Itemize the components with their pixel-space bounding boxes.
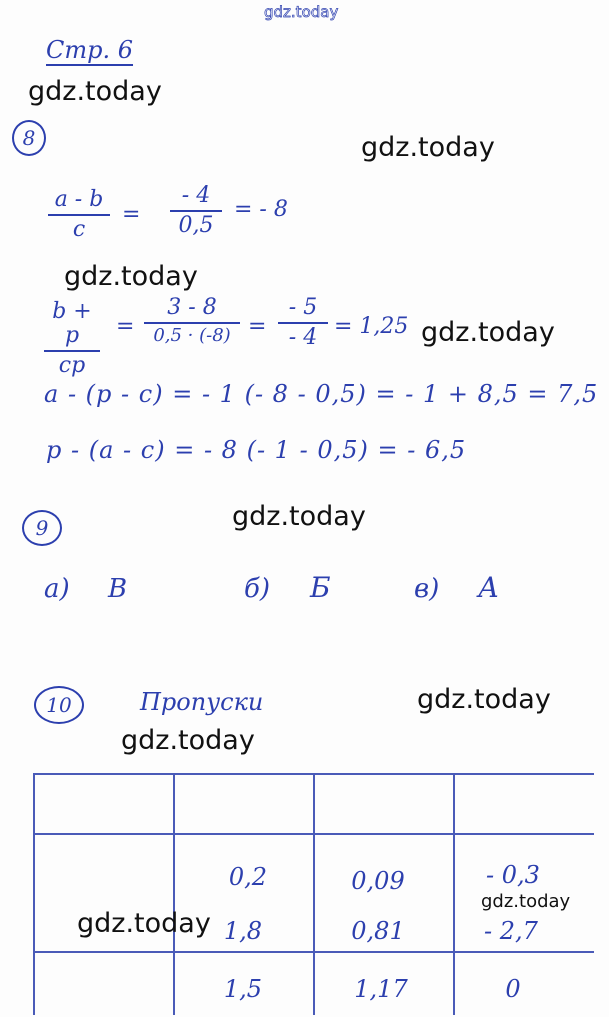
- answer-c-label: в): [414, 574, 440, 604]
- table-cell: 1,8: [223, 917, 263, 945]
- table-line: [313, 773, 315, 1015]
- denominator: cp: [58, 353, 86, 379]
- fraction-bar: [48, 214, 110, 216]
- watermark: gdz.today: [28, 76, 162, 107]
- page-label: Стр. 6: [46, 36, 134, 64]
- equals-sign: =: [248, 314, 267, 339]
- table-cell: 0,2: [228, 863, 268, 891]
- watermark: gdz.today: [64, 261, 198, 292]
- answer-b-label: б): [244, 574, 271, 604]
- result-2: = 1,25: [334, 314, 409, 339]
- table-cell: 1,17: [354, 975, 408, 1003]
- fraction-b-plus-p-over-cp: [44, 300, 100, 379]
- table-line: [33, 773, 35, 1015]
- watermark: gdz.today: [421, 317, 555, 348]
- table-cell: 0: [505, 975, 521, 1003]
- watermark: gdz.today: [417, 684, 551, 715]
- watermark: gdz.today: [121, 725, 255, 756]
- answer-b-value: Б: [310, 571, 331, 604]
- numerator: 3 - 8: [167, 295, 217, 320]
- table-cell: 0,81: [351, 917, 405, 945]
- fraction-bar: [278, 322, 328, 324]
- denominator: 0,5: [178, 213, 214, 239]
- watermark: gdz.today: [232, 501, 366, 532]
- fraction-bar: [44, 350, 100, 352]
- task-10-title: Пропуски: [140, 688, 264, 716]
- task-number-text: 9: [35, 516, 49, 540]
- fraction-minus4-over-05: [170, 184, 222, 238]
- equals-sign: =: [116, 314, 135, 339]
- denominator: 0,5 · (-8): [153, 325, 231, 347]
- equation-line-3: a - (p - c) = - 1 (- 8 - 0,5) = - 1 + 8,5 = 7,5: [44, 380, 599, 408]
- answer-c-value: А: [478, 571, 500, 604]
- task-number-8: [12, 120, 46, 156]
- task-number-9: [22, 510, 62, 546]
- table-cell: 1,5: [223, 975, 263, 1003]
- numerator: - 4: [181, 183, 211, 208]
- watermark-small: gdz.today: [481, 891, 571, 912]
- table-cell: - 2,7: [484, 917, 538, 945]
- equals-sign: =: [122, 202, 141, 227]
- numerator: - 5: [288, 295, 318, 320]
- answer-a-label: а): [44, 574, 70, 604]
- fraction-minus5-over-minus4: [278, 296, 328, 350]
- watermark: gdz.today: [361, 132, 495, 163]
- result-1: = - 8: [234, 197, 288, 222]
- table-cell: - 0,3: [486, 861, 540, 889]
- task-number-10: [34, 686, 84, 724]
- answer-a-value: В: [108, 574, 128, 604]
- watermark-top: gdz.today: [264, 3, 339, 21]
- watermark: gdz.today: [77, 908, 211, 939]
- table-cell: 0,09: [351, 867, 405, 895]
- task-number-text: 10: [46, 693, 72, 717]
- fraction-bar: [144, 322, 240, 324]
- numerator: a - b: [54, 187, 104, 212]
- table-line: [173, 773, 175, 1015]
- fraction-bar: [170, 210, 222, 212]
- fraction-a-b-over-c: [48, 188, 110, 242]
- denominator: - 4: [288, 325, 318, 351]
- fraction-3-minus-8-over-product: [144, 296, 240, 346]
- denominator: c: [72, 217, 86, 243]
- equation-line-4: p - (a - c) = - 8 (- 1 - 0,5) = - 6,5: [46, 436, 467, 464]
- task-number-text: 8: [22, 126, 36, 150]
- numerator: b + p: [52, 299, 92, 349]
